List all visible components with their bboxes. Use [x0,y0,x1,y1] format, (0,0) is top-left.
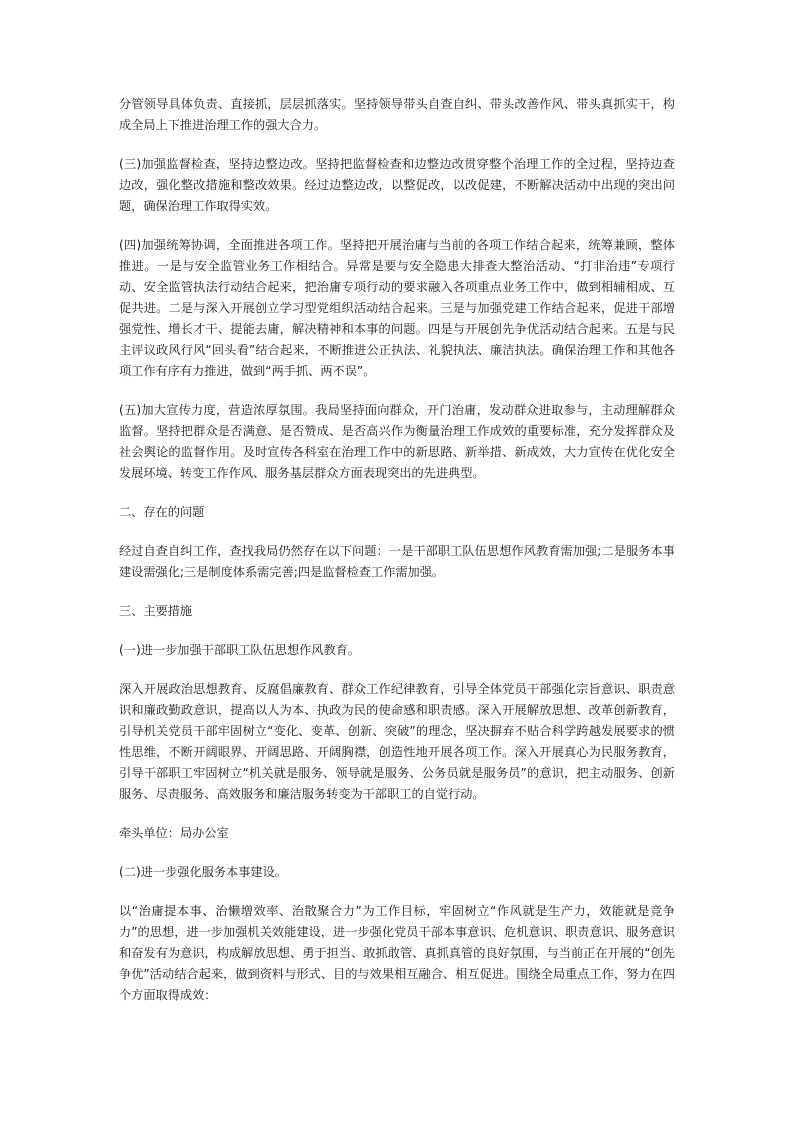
paragraph-leadership: 分管领导具体负责、直接抓，层层抓落实。坚持领导带头自查自纠、带头改善作风、带头真抓实干，构成全局上下推进治理工作的强大合力。 [119,97,675,132]
lead-unit: 牵头单位：局办公室 [119,826,229,840]
document-body [119,94,675,1024]
paragraph-supervision: (三)加强监督检查，坚持边整边改。坚持把监督检查和边整边改贯穿整个治理工作的全过程，坚持边查边改，强化整改措施和整改效果。经过边整边改，以整促改，以改促建，不断解决活动中出现的突出问题，确保治理工作取得实效。 [119,157,675,213]
paragraph-coordination: (四)加强统筹协调，全面推进各项工作。坚持把开展治庸与当前的各项工作结合起来，统筹兼顾，整体推进。一是与安全监管业务工作相结合。异常是要与安全隐患大排查大整治活动、“打非治违”专项行动、安全监管执法行动结合起来，把治庸专项行动的要求融入各项重点业务工作中，做到相辅相成、互促共进。二是与深入开展创立学习型党组织活动结合起来。三是与加强党建工作结合起来，促进干部增强党性、增长才干、提能去庸，解决精神和本事的问题。四是与开展创先争优活动结合起来。五是与民主评议政风行风“回头看”结合起来，不断推进公正执法、礼貌执法、廉洁执法。确保治理工作和其他各项工作有序有力推进，做到“两手抓、两不误”。 [119,238,675,378]
subheading-ideology-education: (一)进一步加强干部职工队伍思想作风教育。 [119,643,361,657]
subheading-service-capability: (二)进一步强化服务本事建设。 [119,865,287,879]
section-heading-problems: 二、存在的问题 [119,505,205,519]
paragraph-problems: 经过自查自纠工作，查找我局仍然存在以下问题：一是干部职工队伍思想作风教育需加强;二是服务本事建设需强化;三是制度体系需完善;四是监督检查工作需加强。 [119,544,675,579]
paragraph-ideology-education: 深入开展政治思想教育、反腐倡廉教育、群众工作纪律教育，引导全体党员干部强化宗旨意识、职责意识和廉政勤政意识，提高以人为本、执政为民的使命感和职责感。深入开展解放思想、改革创新教育，引导机关党员干部牢固树立“变化、变革、创新、突破”的理念，坚决摒弃不贴合科学跨越发展要求的惯性思维，不断开阔眼界、开阔思路、开阔胸襟，创造性地开展各项工作。深入开展真心为民服务教育，引导干部职工牢固树立“机关就是服务、领导就是服务、公务员就是服务员”的意识，把主动服务、创新服务、尽责服务、高效服务和廉洁服务转变为干部职工的自觉行动。 [119,682,675,801]
paragraph-publicity: (五)加大宣传力度，营造浓厚氛围。我局坚持面向群众，开门治庸，发动群众进取参与，主动理解群众监督。坚持把群众是否满意、是否赞成、是否高兴作为衡量治理工作成效的重要标准，充分发挥群众及社会舆论的监督作用。及时宣传各科室在治理工作中的新思路、新举措、新成效，大力宣传在优化安全发展环境、转变工作作风、服务基层群众方面表现突出的先进典型。 [119,403,675,480]
paragraph-service-capability: 以“治庸提本事、治懒增效率、治散聚合力”为工作目标，牢固树立“作风就是生产力，效能就是竞争力”的思想，进一步加强机关效能建设，进一步强化党员干部本事意识、危机意识、职责意识、服务意识和奋发有为意识，构成解放思想、勇于担当、敢抓敢管、真抓真管的良好氛围，与当前正在开展的“创先争优”活动结合起来，做到资料与形式、目的与效果相互融合、相互促进。围绕全局重点工作，努力在四个方面取得成效： [119,904,675,1002]
section-heading-measures: 三、主要措施 [119,604,193,618]
